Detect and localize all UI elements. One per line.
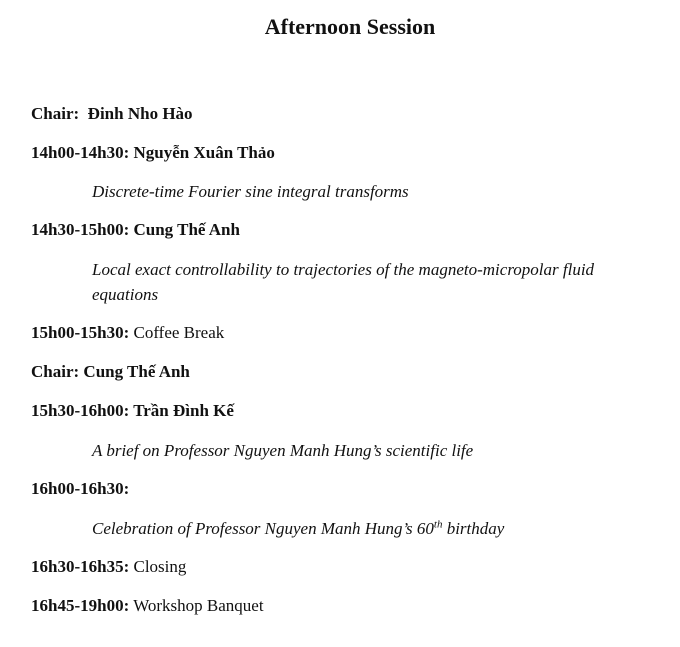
speaker-name: Nguyễn Xuân Thảo <box>133 143 275 162</box>
speaker-name: Trần Đình Kế <box>133 401 234 420</box>
schedule-item-3 <box>31 323 224 343</box>
talk-title-4: A brief on Professor Nguyen Manh Hung’s scientific life <box>92 441 474 460</box>
activity-label: Workshop Banquet <box>133 596 264 615</box>
time-slot: 15h00-15h30: <box>31 323 130 342</box>
chair-label: Chair: <box>31 362 80 381</box>
schedule-item-5 <box>31 479 129 499</box>
speaker-name: Cung Thế Anh <box>133 220 240 239</box>
schedule-item-6 <box>31 557 186 577</box>
schedule-item-7 <box>31 596 264 616</box>
ordinal-suffix: th <box>433 518 443 531</box>
talk-title-5 <box>92 516 662 541</box>
schedule-item-4 <box>31 401 234 421</box>
session-title: Afternoon Session <box>264 14 436 39</box>
schedule-item-2 <box>31 220 240 240</box>
talk-title-2: Local exact controllability to trajectories of the magneto-micropolar fluid equations <box>92 260 595 304</box>
chair-label: Chair: <box>31 104 80 123</box>
time-slot: 14h30-15h00: <box>31 220 130 239</box>
chair-line-1 <box>31 104 193 124</box>
time-slot: 15h30-16h00: <box>31 401 130 420</box>
chair-name: Đinh Nho Hào <box>87 104 193 123</box>
chair-name: Cung Thế Anh <box>83 362 190 381</box>
activity-label: Closing <box>133 557 187 576</box>
time-slot: 16h45-19h00: <box>31 596 130 615</box>
talk-title-suffix: birthday <box>442 519 505 538</box>
time-slot: 16h30-16h35: <box>31 557 130 576</box>
activity-label: Coffee Break <box>133 323 225 342</box>
time-slot: 14h00-14h30: <box>31 143 130 162</box>
chair-line-2 <box>31 362 190 382</box>
time-slot: 16h00-16h30: <box>31 479 130 498</box>
schedule-item-1 <box>31 143 275 163</box>
talk-title-text: Celebration of Professor Nguyen Manh Hung’s 60 <box>92 519 434 538</box>
talk-title-1: Discrete-time Fourier sine integral transforms <box>92 182 409 201</box>
